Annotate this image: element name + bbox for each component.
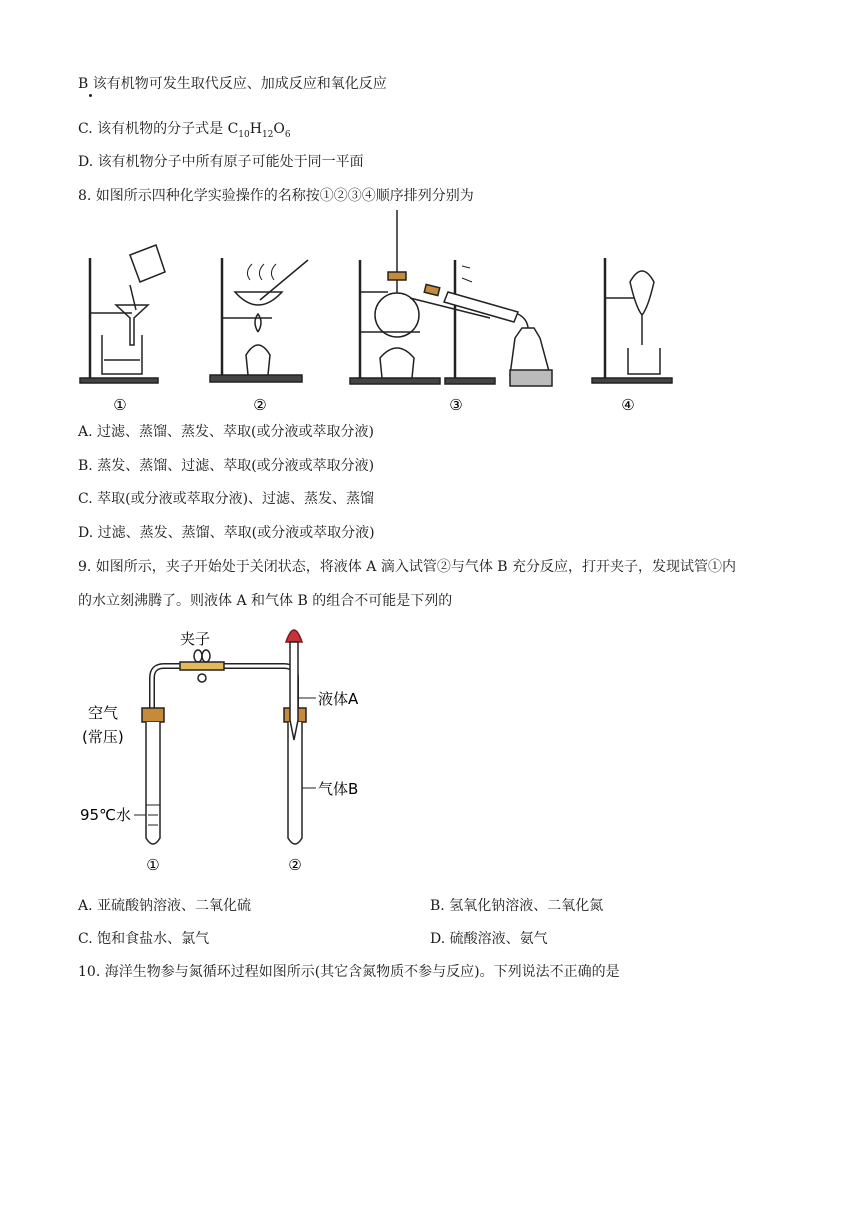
element-o: O <box>273 121 285 137</box>
label-clamp: 夹子 <box>180 630 211 648</box>
stand-base <box>445 378 495 384</box>
funnel <box>116 305 148 345</box>
label-tube-2: ② <box>288 856 302 874</box>
dropper-tube <box>290 642 298 740</box>
q7-option-c-text: C. 该有机物的分子式是 C <box>78 121 239 137</box>
label-gas-b: 气体B <box>318 780 359 798</box>
label-air: 空气 <box>88 704 119 722</box>
label-tube-1: ① <box>146 856 160 874</box>
element-h: H <box>249 121 262 137</box>
test-tube-2 <box>288 722 302 844</box>
conical-flask <box>510 328 550 375</box>
flame <box>255 314 261 332</box>
subscript: 10 <box>238 129 250 140</box>
stopper <box>388 272 406 280</box>
q9-apparatus-figure <box>72 620 392 880</box>
q8-option-a: A. 过滤、蒸馏、蒸发、萃取(或分液或萃取分液) <box>78 424 374 440</box>
beaker <box>102 335 142 374</box>
q7-option-d: D. 该有机物分子中所有原子可能处于同一平面 <box>78 154 364 170</box>
subscript: 6 <box>284 129 291 140</box>
test-tube-1 <box>146 722 160 844</box>
q9-option-d: D. 硫酸溶液、氨气 <box>430 931 548 947</box>
subscript: 12 <box>261 129 274 140</box>
stopper <box>424 284 440 295</box>
q7-option-c <box>78 119 291 145</box>
connecting-tube <box>152 666 296 712</box>
q9-option-b: B. 氢氧化钠溶液、二氧化氮 <box>430 898 604 914</box>
stopper-1 <box>142 708 164 722</box>
q9-option-c: C. 饱和食盐水、氯气 <box>78 931 210 947</box>
fig-label-4: ④ <box>621 396 635 414</box>
clamp-handle <box>194 650 202 662</box>
pouring-beaker <box>130 245 165 282</box>
alcohol-lamp <box>246 345 270 375</box>
label-liquid-a: 液体A <box>318 690 359 708</box>
q8-apparatus-figure <box>70 210 690 420</box>
water-arrows <box>462 266 472 282</box>
dropper-bulb <box>286 630 302 642</box>
q8-option-b: B. 蒸发、蒸馏、过滤、萃取(或分液或萃取分液) <box>78 458 375 474</box>
alcohol-lamp <box>380 348 414 378</box>
q9-option-a: A. 亚硫酸钠溶液、二氧化硫 <box>78 898 252 914</box>
q8-option-c: C. 萃取(或分液或萃取分液)、过滤、蒸发、蒸馏 <box>78 491 375 507</box>
fig-label-3: ③ <box>449 396 463 414</box>
stand-base <box>592 378 672 383</box>
stand-base <box>350 378 440 384</box>
glass-rod <box>130 285 136 310</box>
beaker <box>628 348 660 374</box>
q8-stem: 8. 如图所示四种化学实验操作的名称按①②③④顺序排列分别为 <box>78 188 474 204</box>
distilling-flask <box>375 293 419 337</box>
fig-label-2: ② <box>253 396 267 414</box>
q7-option-b: B 该有机物可发生取代反应、加成反应和氧化反应 <box>78 76 387 92</box>
ice-block <box>510 370 552 386</box>
stand-base <box>210 375 302 382</box>
q10-stem: 10. 海洋生物参与氮循环过程如图所示(其它含氮物质不参与反应)。下列说法不正确的是 <box>78 964 620 980</box>
q9-stem-line1: 9. 如图所示，夹子开始处于关闭状态，将液体 A 滴入试管②与气体 B 充分反应，打开夹子，发现试管①内 <box>78 559 737 575</box>
separatory-funnel <box>630 271 654 315</box>
clamp <box>180 662 224 670</box>
q9-stem-line2: 的水立刻沸腾了。则液体 A 和气体 B 的组合不可能是下列的 <box>78 593 453 609</box>
steam <box>247 264 276 280</box>
bullet-dot <box>89 94 92 97</box>
stand-base <box>80 378 158 383</box>
glass-rod <box>260 260 308 300</box>
label-water: 95℃水 <box>80 806 131 824</box>
q8-option-d: D. 过滤、蒸发、蒸馏、萃取(或分液或萃取分液) <box>78 525 375 541</box>
evaporating-dish <box>235 292 282 305</box>
label-pressure: (常压) <box>82 728 124 746</box>
fig-label-1: ① <box>113 396 127 414</box>
